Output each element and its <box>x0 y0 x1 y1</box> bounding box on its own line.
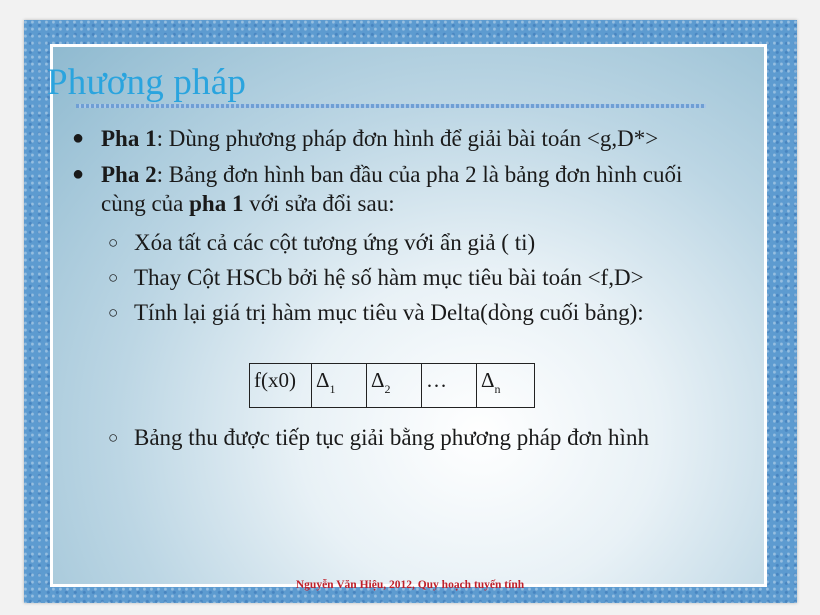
subbullet-text: Thay Cột HSCb bởi hệ số hàm mục tiêu bài toán <f,D> <box>134 265 644 290</box>
bullet-text <box>101 160 721 218</box>
bullet-label: Pha 1 <box>101 126 157 151</box>
bullet-body-end: với sửa đổi sau: <box>243 191 395 216</box>
circle-bullet-icon: ○ <box>108 303 119 322</box>
slide-title: Phương pháp <box>47 62 247 103</box>
bullet-text <box>101 124 721 153</box>
table-cell: $\Delta_n$ <box>477 364 535 408</box>
circle-bullet-icon: ○ <box>108 233 119 252</box>
table-cell: $\Delta_1$ <box>312 364 367 408</box>
table-cell: f(x0) <box>250 364 312 408</box>
bullet-emphasis: pha 1 <box>189 191 244 216</box>
slide-footer: Nguyễn Văn Hiệu, 2012, Quy hoạch tuyến tính <box>295 579 525 591</box>
bullet-body: : Dùng phương pháp đơn hình để giải bài toán <g,D*> <box>156 126 659 151</box>
table-cell: $\Delta_2$ <box>367 364 422 408</box>
delta-table <box>249 363 535 408</box>
circle-bullet-icon: ○ <box>108 428 119 447</box>
circle-bullet-icon: ○ <box>108 268 119 287</box>
bullet-dot-icon: ● <box>72 127 85 149</box>
subbullet-text: Bảng thu được tiếp tục giải bằng phương pháp đơn hình <box>134 425 649 450</box>
subbullet-text: Xóa tất cả các cột tương ứng với ẩn giả ( ti) <box>134 230 536 255</box>
bullet-body: : Bảng đơn hình ban đầu của pha 2 là bảng đơn hình cuối cùng của <box>101 162 683 216</box>
subbullet-text: Tính lại giá trị hàm mục tiêu và Delta(dòng cuối bảng): <box>134 300 644 325</box>
table-cell: … <box>422 364 477 408</box>
bullet-dot-icon: ● <box>72 163 85 185</box>
table-row <box>250 364 535 408</box>
bullet-label: Pha 2 <box>101 162 157 187</box>
title-underline <box>76 104 706 108</box>
